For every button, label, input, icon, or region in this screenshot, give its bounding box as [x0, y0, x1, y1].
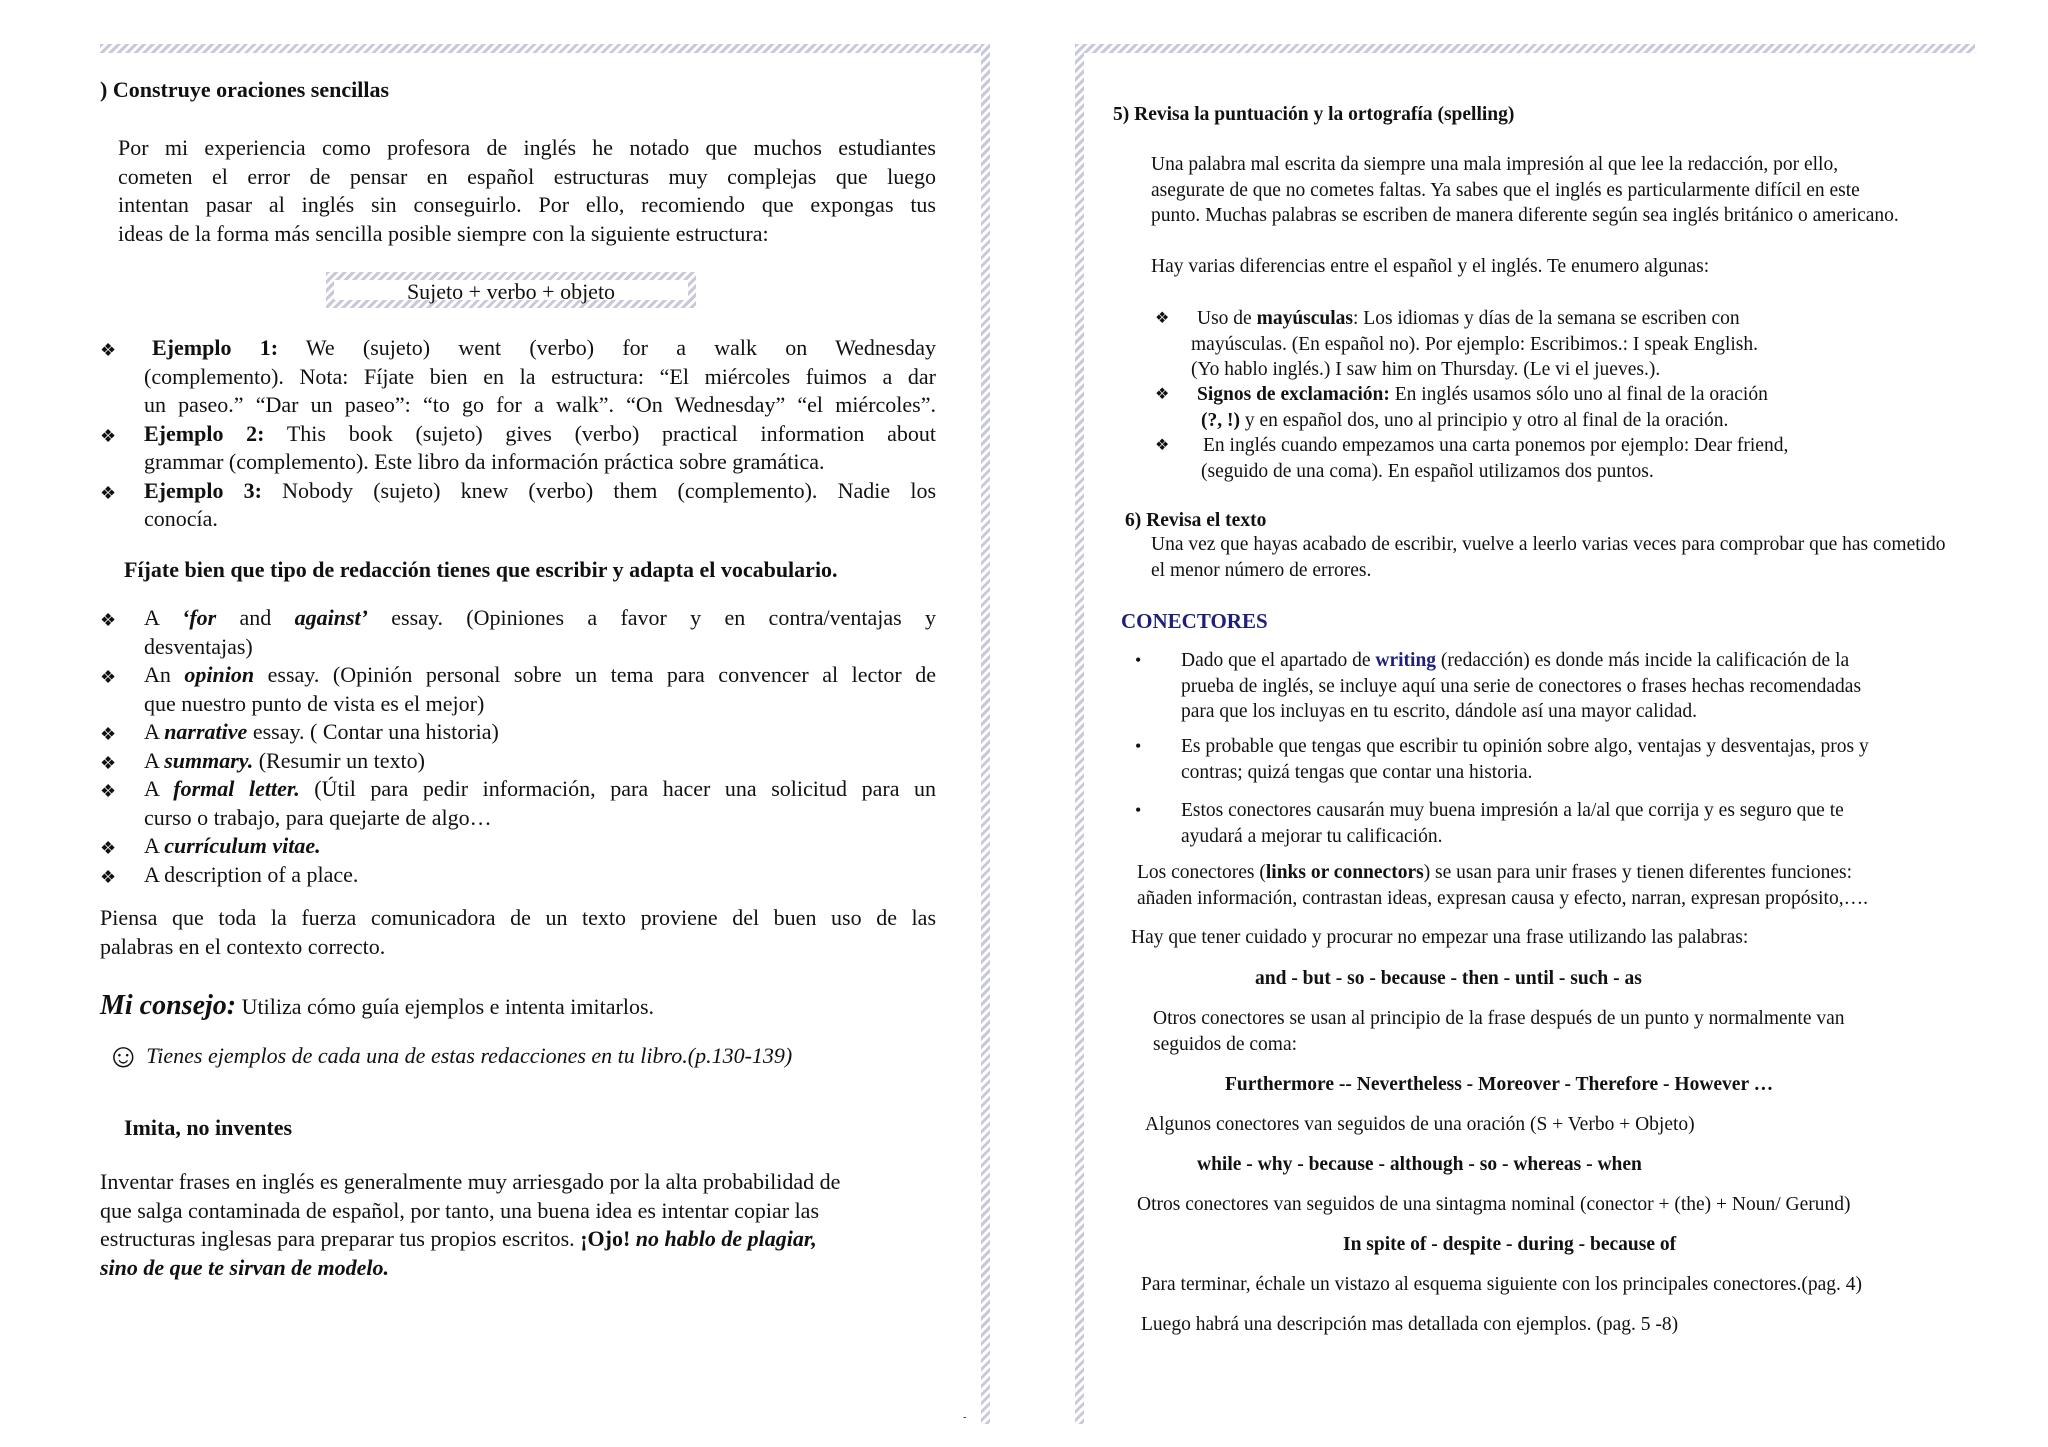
essay-against-word: against’ [294, 605, 368, 630]
ejemplos-note-line [106, 1038, 793, 1075]
exclamacion-signs: (?, !) [1201, 409, 1240, 431]
conectores-bullet-2 [1135, 734, 1869, 785]
essay-for-word: ‘for [182, 605, 217, 630]
c3-line-2: ayudará a mejorar tu calificación. [1181, 825, 1443, 847]
ojo-emphasis: no hablo de plagiar, [635, 1226, 817, 1251]
essay-summary-desc: (Resumir un texto) [258, 747, 425, 773]
algunos-text: Algunos conectores van seguidos de una oración (S + Verbo + Objeto) [1145, 1114, 1695, 1135]
spelling-line-2: asegurate de que no cometes faltas. Ya sabes que el inglés es particularmente difícil en este [1151, 179, 1860, 201]
links-paragraph [1137, 860, 1868, 911]
example-3-line-1: Nobody (sujeto) knew (verbo) them (complemento). Nadie los [282, 477, 936, 503]
mayusculas-bold: mayúsculas [1256, 308, 1354, 329]
essay-article: An [144, 662, 171, 687]
bullet-diamond-icon: ❖ [100, 425, 117, 446]
essay-narrative-word: narrative [164, 719, 248, 744]
piensa-paragraph [100, 904, 936, 961]
sintagma-text: Otros conectores van seguidos de una sintagma nominal (conector + (the) + Noun/ Gerund) [1137, 1194, 1851, 1215]
imita-paragraph [100, 1168, 936, 1282]
bullet-diamond-icon: ❖ [1155, 386, 1170, 403]
piensa-line-2: palabras en el contexto correcto. [100, 933, 386, 959]
section-heading-5: 5) Revisa la puntuación y la ortografía (spelling) [1113, 104, 1515, 125]
bullet-dot-icon: • [1135, 736, 1142, 756]
piensa-line-1: Piensa que toda la fuerza comunicadora de un texto proviene del buen uso de las [100, 905, 936, 930]
essay-article: A [144, 833, 159, 858]
c2-line-1: Es probable que tengas que escribir tu opinión sobre algo, ventajas y desventajas, pros y [1181, 736, 1869, 757]
page-mark: - [963, 1412, 967, 1423]
example-1-line-1: We (sujeto) went (verbo) for a walk on Wednesday [305, 335, 936, 360]
section-heading-construye: ) Construye oraciones sencillas [100, 77, 390, 102]
bullet-dot-icon: • [1135, 650, 1142, 670]
intro-line-4: ideas de la forma más sencilla posible siempre con la siguiente estructura: [118, 220, 769, 246]
conectores-bullet-1 [1135, 648, 1861, 725]
c1-writing: writing [1375, 650, 1437, 671]
connectors-list-3: while - why - because - although - so - whereas - when [1197, 1154, 1642, 1175]
bullet-diamond-icon: ❖ [1155, 310, 1170, 327]
essay-formal-letter [100, 775, 936, 832]
links-rest: ) se usan para unir frases y tienen diferentes funciones: [1423, 862, 1852, 883]
essay-article: A [144, 605, 159, 630]
right-page [1075, 44, 1975, 1424]
essay-opinion-line-2: que nuestro punto de vista es el mejor) [144, 690, 485, 716]
example-1-line-2: (complemento). Nota: Fíjate bien en la estructura: “El miércoles fuimos a dar [144, 363, 936, 389]
essay-place-text: A description of a place. [144, 861, 359, 887]
intro-line-2: cometen el error de pensar en español estructuras muy complejas que luego [118, 163, 936, 189]
essay-formal-word: formal letter. [173, 776, 300, 801]
exclamacion-rest: En inglés usamos sólo uno al final de la oración [1394, 384, 1768, 405]
consejo-line [100, 992, 654, 1022]
links-line-2: añaden información, contrastan ideas, expresan causa y efecto, narran, expresan propósito,…. [1137, 887, 1868, 909]
mayusculas-rest: : Los idiomas y días de la semana se escriben con [1353, 308, 1740, 329]
c3-line-1: Estos conectores causarán muy buena impresión a la/al que corrija y es seguro que te [1181, 800, 1844, 821]
revisa-line-2: el menor número de errores. [1151, 559, 1372, 581]
diff-item-carta [1155, 433, 1788, 484]
essay-types-list [100, 604, 936, 889]
imita-line-1: Inventar frases en inglés es generalmente muy arriesgado por la alta probabilidad de [100, 1169, 841, 1194]
bullet-diamond-icon: ❖ [100, 752, 117, 773]
diff-item-mayusculas [1155, 306, 1758, 383]
formula-box [326, 272, 696, 308]
imita-line-2: que salga contaminada de español, por tanto, una buena idea es intentar copiar las [100, 1197, 820, 1223]
essay-summary-word: summary. [164, 747, 254, 773]
section-heading-6: 6) Revisa el texto [1125, 510, 1267, 531]
diff-item-exclamacion [1155, 382, 1768, 433]
example-1-line-3: un paseo.” “Dar un paseo”: “to go for a walk”. “On Wednesday” “el miércoles”. [144, 392, 936, 417]
left-page-top-border [100, 44, 990, 53]
otros-paragraph [1153, 1006, 1845, 1057]
intro-line-3: intentan pasar al inglés sin conseguirlo. Por ello, recomiendo que expongas tus [118, 192, 936, 217]
c1-rest: (redacción) es donde más incide la calificación de la [1440, 650, 1850, 671]
vocab-heading: Fíjate bien que tipo de redacción tienes que escribir y adapta el vocabulario. [124, 557, 838, 582]
right-page-top-border [1075, 44, 1975, 53]
bullet-diamond-icon: ❖ [100, 866, 117, 887]
essay-for-against-desc: essay. (Opiniones a favor y en contra/ventajas y [391, 605, 936, 630]
example-1 [100, 334, 936, 420]
essay-formal-line-2: curso o trabajo, para quejarte de algo… [144, 804, 492, 830]
imita-line-3: estructuras inglesas para preparar tus propios escritos. [100, 1226, 575, 1251]
bullet-dot-icon: • [1135, 800, 1142, 820]
essay-narrative-desc: essay. ( Contar una historia) [252, 719, 499, 744]
formula-text: Sujeto + verbo + objeto [334, 280, 688, 300]
right-page-side-border [1075, 44, 1084, 1424]
mayusculas-line-2: mayúsculas. (En español no). Por ejemplo: Escribimos.: I speak English. [1191, 333, 1759, 355]
otros-line-1: Otros conectores se usan al principio de la frase después de un punto y normalmente van [1153, 1008, 1845, 1029]
links-pre: Los conectores ( [1137, 862, 1266, 883]
essay-opinion [100, 661, 936, 718]
essay-for-against [100, 604, 936, 661]
example-2-line-1: This book (sujeto) gives (verbo) practical information about [286, 420, 936, 446]
carta-line-2: (seguido de una coma). En español utilizamos dos puntos. [1201, 460, 1654, 482]
c1-line-3: para que los incluyas en tu escrito, dándole así una mayor calidad. [1181, 701, 1698, 722]
luego-text: Luego habrá una descripción mas detallada con ejemplos. (pag. 5 -8) [1141, 1314, 1679, 1335]
c2-line-2: contras; quizá tengas que contar una historia. [1181, 761, 1533, 783]
essay-cv [100, 832, 936, 861]
c1-line-2: prueba de inglés, se incluye aquí una serie de conectores o frases hechas recomendadas [1181, 675, 1862, 697]
example-3-line-2: conocía. [144, 506, 218, 531]
essay-place [100, 861, 936, 890]
bullet-diamond-icon: ❖ [100, 781, 117, 801]
connectors-list-1: and - but - so - because - then - until - such - as [1255, 968, 1642, 989]
essay-summary [100, 747, 936, 776]
smiley-icon: ☺ [106, 1038, 141, 1075]
bullet-diamond-icon: ❖ [100, 340, 117, 360]
terminar-text: Para terminar, échale un vistazo al esquema siguiente con los principales conectores.(pag. 4) [1141, 1274, 1862, 1295]
example-2-line-2: grammar (complemento). Este libro da información práctica sobre gramática. [144, 449, 825, 474]
essay-for-against-line-2: desventajas) [144, 633, 253, 659]
bullet-diamond-icon: ❖ [1155, 437, 1170, 454]
bullet-diamond-icon: ❖ [100, 482, 117, 503]
bullet-diamond-icon: ❖ [100, 724, 117, 744]
revisa-line-1: Una vez que hayas acabado de escribir, vuelve a leerlo varias veces para comprobar que has cometido [1151, 534, 1946, 555]
connectors-list-2: Furthermore -- Nevertheless - Moreover - Therefore - However … [1225, 1074, 1774, 1095]
ojo-label: ¡Ojo! [580, 1226, 631, 1251]
consejo-label: Mi consejo: [100, 990, 237, 1021]
cuidado-text: Hay que tener cuidado y procurar no empezar una frase utilizando las palabras: [1131, 927, 1749, 948]
exclamacion-bold: Signos de exclamación: [1197, 384, 1390, 405]
examples-list [100, 334, 936, 534]
bullet-diamond-icon: ❖ [100, 610, 117, 630]
essay-narrative [100, 718, 936, 747]
connectors-list-4: In spite of - despite - during - because of [1343, 1234, 1677, 1255]
essay-formal-desc: (Útil para pedir información, para hacer una solicitud para un [314, 776, 936, 801]
left-page-side-border [981, 44, 990, 1424]
essay-cv-word: currículum vitae. [164, 833, 321, 858]
example-2-label: Ejemplo 2: [144, 420, 265, 446]
example-1-label: Ejemplo 1: [152, 335, 279, 360]
bullet-diamond-icon: ❖ [100, 838, 117, 858]
spelling-line-1: Una palabra mal escrita da siempre una mala impresión al que lee la redacción, por ello, [1151, 154, 1839, 175]
imita-heading: Imita, no inventes [124, 1115, 293, 1140]
diferencias-text: Hay varias diferencias entre el español y el inglés. Te enumero algunas: [1151, 256, 1710, 277]
ejemplos-note: Tienes ejemplos de cada una de estas redacciones en tu libro.(p.130-139) [146, 1043, 793, 1068]
essay-opinion-word: opinion [184, 662, 255, 687]
bullet-diamond-icon: ❖ [100, 667, 117, 687]
mayusculas-pre: Uso de [1197, 308, 1252, 329]
revisa-paragraph [1151, 532, 1946, 583]
carta-line-1: En inglés cuando empezamos una carta ponemos por ejemplo: Dear friend, [1203, 435, 1789, 456]
c1-pre: Dado que el apartado de [1181, 650, 1371, 671]
essay-and-word: and [239, 605, 272, 630]
imita-line-4: sino de que te sirvan de modelo. [100, 1254, 390, 1280]
consejo-text: Utiliza cómo guía ejemplos e intenta imitarlos. [241, 994, 655, 1019]
intro-paragraph [118, 134, 936, 248]
mayusculas-line-3: (Yo hablo inglés.) I saw him on Thursday. (Le vi el jueves.). [1191, 359, 1661, 380]
conectores-bullet-3 [1135, 798, 1844, 849]
otros-line-2: seguidos de coma: [1153, 1033, 1298, 1055]
example-2 [100, 420, 936, 477]
intro-line-1: Por mi experiencia como profesora de inglés he notado que muchos estudiantes [118, 135, 936, 160]
example-3-label: Ejemplo 3: [144, 477, 262, 503]
exclamacion-line-2: y en español dos, uno al principio y otro al final de la oración. [1244, 409, 1729, 431]
spelling-line-3: punto. Muchas palabras se escriben de manera diferente según sea inglés británico o americano. [1151, 205, 1899, 226]
essay-opinion-desc: essay. (Opinión personal sobre un tema para convencer al lector de [267, 662, 936, 687]
links-bold: links or connectors [1265, 862, 1424, 883]
essay-article: A [144, 747, 159, 773]
example-3 [100, 477, 936, 534]
left-page [100, 44, 990, 1424]
essay-article: A [144, 719, 159, 744]
essay-article: A [144, 776, 159, 801]
conectores-title: CONECTORES [1121, 609, 1268, 633]
spelling-paragraph [1151, 152, 1899, 229]
